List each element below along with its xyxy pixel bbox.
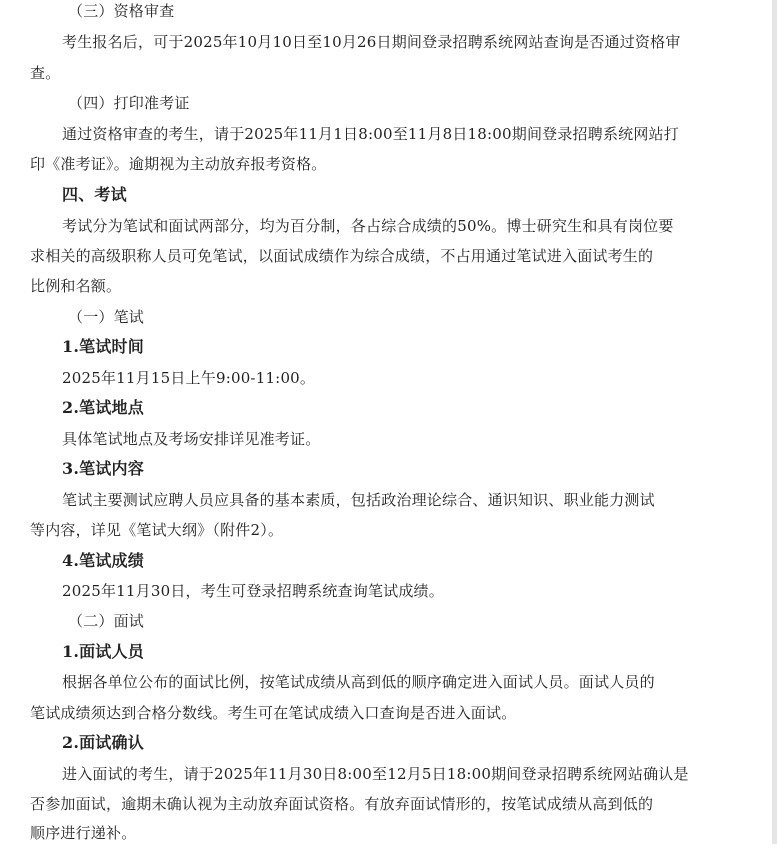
paragraph-line: 进入面试的考生，请于2025年11月30日8:00至12月5日18:00期间登录招聘系统网站确认是 [62, 765, 689, 783]
subheading-written-time: 1.笔试时间 [62, 337, 144, 356]
paragraph-line: 顺序进行递补。 [30, 824, 137, 842]
subheading-interview-personnel: 1.面试人员 [62, 642, 144, 661]
paragraph-line: 印《准考证》。逾期视为主动放弃报考资格。 [30, 155, 327, 173]
paragraph-line: 笔试成绩须达到合格分数线。考生可在笔试成绩入口查询是否进入面试。 [30, 704, 517, 722]
subheading-written-content: 3.笔试内容 [62, 459, 144, 478]
paragraph-line: 通过资格审查的考生，请于2025年11月1日8:00至11月8日18:00期间登录招聘系统网站打 [62, 125, 679, 143]
section-heading-qualification-review: （三）资格审查 [68, 2, 175, 20]
paragraph-line: 具体笔试地点及考场安排详见准考证。 [62, 430, 321, 448]
paragraph-line: 笔试主要测试应聘人员应具备的基本素质，包括政治理论综合、通识知识、职业能力测试 [62, 491, 655, 509]
subheading-interview-confirmation: 2.面试确认 [62, 733, 144, 752]
paragraph-line: 考生报名后，可于2025年10月10日至10月26日期间登录招聘系统网站查询是否通过资格审 [62, 33, 681, 51]
paragraph-line: 考试分为笔试和面试两部分，均为百分制，各占综合成绩的50%。博士研究生和具有岗位要 [62, 217, 674, 235]
paragraph-line: 2025年11月15日上午9:00-11:00。 [62, 369, 316, 387]
subsection-heading-interview: （二）面试 [68, 612, 145, 630]
paragraph-line: 查。 [30, 64, 61, 82]
paragraph-line: 求相关的高级职称人员可免笔试，以面试成绩作为综合成绩，不占用通过笔试进入面试考生的 [30, 247, 654, 265]
subheading-written-location: 2.笔试地点 [62, 398, 144, 417]
subsection-heading-written-exam: （一）笔试 [68, 308, 145, 326]
paragraph-line: 等内容，详见《笔试大纲》（附件2）。 [30, 521, 284, 539]
section-heading-print-admission: （四）打印准考证 [68, 94, 190, 112]
subheading-written-score: 4.笔试成绩 [62, 551, 144, 570]
paragraph-line: 根据各单位公布的面试比例，按笔试成绩从高到低的顺序确定进入面试人员。面试人员的 [62, 673, 655, 691]
paragraph-line: 否参加面试，逾期未确认视为主动放弃面试资格。有放弃面试情形的，按笔试成绩从高到低的 [30, 795, 654, 813]
section-heading-exam: 四、考试 [62, 185, 127, 204]
paragraph-line: 比例和名额。 [30, 277, 122, 295]
paragraph-line: 2025年11月30日，考生可登录招聘系统查询笔试成绩。 [62, 582, 444, 600]
